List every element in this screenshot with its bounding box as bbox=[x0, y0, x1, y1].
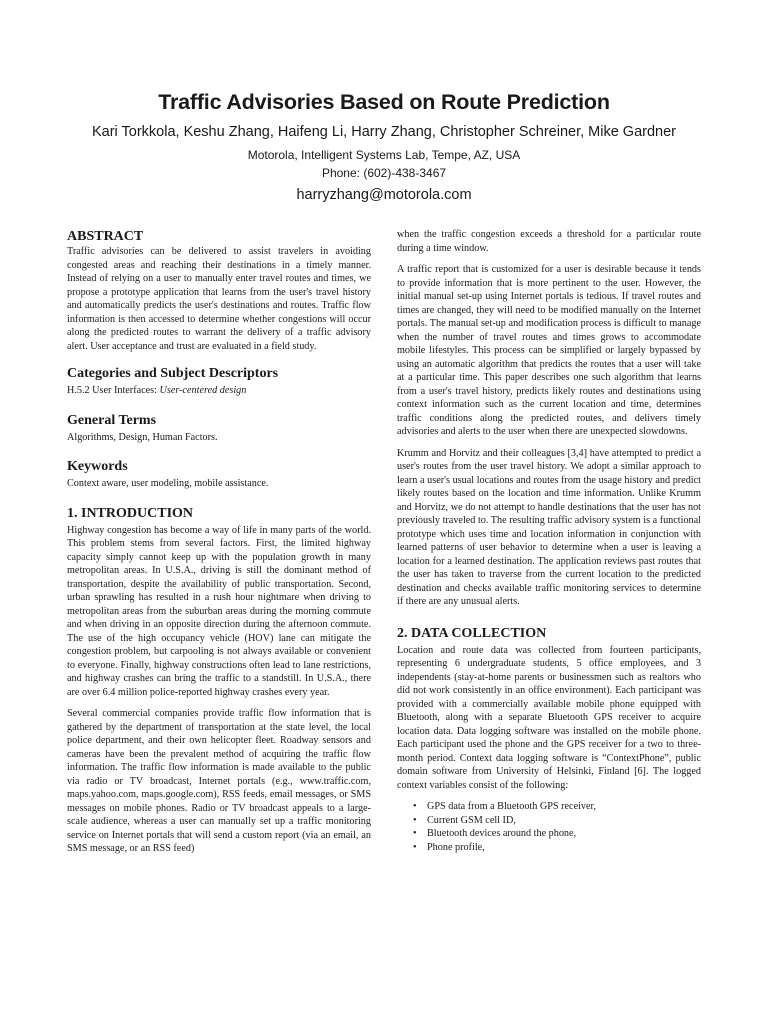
list-item: • Phone profile, bbox=[427, 841, 701, 855]
categories-prefix: H.5.2 User Interfaces: bbox=[67, 385, 160, 396]
keywords-heading: Keywords bbox=[67, 459, 128, 474]
introduction-paragraph-2: Several commercial companies provide traffic flow information that is gathered by the department of transportation at the state level, the local police department, and their own helicopter fleet. Roadway sensors and cameras have been the prevalent method of acquiring the traffic flow information. The traffic flow information is made available to the public via radio or TV broadcast, Internet portals (e.g., www.traffic.com, maps.yahoo.com, maps.google.com), RSS feeds, email messages, or SMS messages on mobile phones. Radio or TV broadcast appeals to a large-scale audience, whereas a user can manually set up a traffic monitoring service on Internet portals that will send a custom report (via an email, an SMS message, or an RSS feed) bbox=[67, 708, 371, 854]
categories-text bbox=[67, 384, 371, 398]
keywords-text: Context aware, user modeling, mobile assistance. bbox=[67, 478, 269, 489]
data-collection-heading: 2. DATA COLLECTION bbox=[397, 625, 547, 641]
abstract-heading: ABSTRACT bbox=[67, 229, 144, 244]
data-collection-paragraph: Location and route data was collected from fourteen participants, representing 6 undergraduate students, 5 office employees, and 3 independents (stay-at-home parents or businessmen such as realtors who did not work consistently in an office environment). Each participant was provided with a commercially available mobile phone equipped with Bluetooth, along with a separate Bluetooth GPS receiver to acquire location data. Data logging software was installed on the mobile phone. Each participant used the phone and the GPS receiver for a two to three-month period. Context data logging software is “ContextPhone”, public domain software from University of Helsinki, Finland [6]. The logged context variables consist of the following: bbox=[397, 644, 701, 791]
introduction-paragraph-1: Highway congestion has become a way of life in many parts of the world. This problem stems from several factors. First, the limited highway capacity simply cannot keep up with the population growth in many metropolitan areas. In U.S.A., driving is still the dominant method of transportation, despite the availability of public transportation. Second, urban sprawling has resulted in a rush hour nightmare when driving to metropolitan areas from the suburban areas during the morning commute and when driving in an opposite direction during the afternoon commute. The use of the high occupancy vehicle (HOV) lane can mitigate the congestion problem, but carpooling is not always available or convenient to everyone. Finally, highway constructions often lead to lane restrictions, and highway crashes can bring the traffic to a standstill. In U.S.A., there are over 6.4 million police-reported highway crashes every year. bbox=[67, 524, 371, 698]
phone-number: Phone: (602)-438-3467 bbox=[321, 166, 447, 180]
categories-italic: User-centered design bbox=[159, 385, 247, 396]
intro-paragraph-3: A traffic report that is customized for a user is desirable because it tends to provide information that is more pertinent to the user. However, the initial manual set-up using Internet portals is tedious. If travel routes and times are changed, they will need to be modified manually on the Internet portals. The manual set-up and modification process is difficult to manage when the number of travel routes and times grows to accommodate mobile lifestyles. This process can be simplified or largely bypassed by using an automatic algorithm that predicts the routes that a user will take at a particular time. This paper describes one such algorithm that learns from a user's travel history, predicts likely routes and destinations using context information such as the current location and time, determines traffic conditions along the predicted routes, and delivers timely advisories and alerts to the user when there are unexpected slowdowns. bbox=[397, 264, 701, 437]
left-column bbox=[67, 228, 371, 928]
general-terms-heading: General Terms bbox=[67, 412, 157, 428]
intro-continued-paragraph: when the traffic congestion exceeds a threshold for a particular route during a time window. bbox=[397, 229, 701, 254]
list-item: • Current GSM cell ID, bbox=[427, 814, 701, 828]
general-terms-text: Algorithms, Design, Human Factors. bbox=[67, 431, 218, 443]
context-variable-list bbox=[397, 800, 701, 854]
introduction-heading: 1. INTRODUCTION bbox=[67, 505, 194, 521]
author-list: Kari Torkkola, Keshu Zhang, Haifeng Li, Harry Zhang, Christopher Schreiner, Mike Gardner bbox=[91, 124, 677, 140]
categories-heading: Categories and Subject Descriptors bbox=[67, 366, 279, 381]
intro-paragraph-4: Krumm and Horvitz and their colleagues [3,4] have attempted to predict a user's routes from the user travel history. We adopt a similar approach to learn a user's usual locations and routes from the usage history and predict likely routes based on the location and time information. Unlike Krumm and Horvitz, we do not attempt to handle destinations that the user has not previously traveled to. The resulting traffic advisory system is a functional prototype which uses time and location information in conjunction with learned patterns of user behavior to determine when a user is leaving a location for a learned destination. The application reviews past routes that the user has taken to traverse from the current location to the predicted destination and checks available traffic monitoring services to determine if there are any unusual alerts. bbox=[397, 447, 701, 607]
paper-title: Traffic Advisories Based on Route Prediction bbox=[158, 90, 610, 114]
list-item: • GPS data from a Bluetooth GPS receiver, bbox=[427, 800, 701, 814]
right-column bbox=[397, 228, 701, 928]
list-item: • Bluetooth devices around the phone, bbox=[427, 827, 701, 841]
email-address: harryzhang@motorola.com bbox=[296, 187, 472, 203]
affiliation: Motorola, Intelligent Systems Lab, Tempe, AZ, USA bbox=[247, 148, 521, 162]
abstract-text: Traffic advisories can be delivered to assist travelers in avoiding congested areas and reaching their destinations in a timely manner. Instead of relying on a user to manually enter travel routes and times, we propose a prototype application that learns from the user's travel history and automatically predicts the user's destinations and routes. Traffic flow information is then accessed to determine whether congestions will occur along the predicted routes to warrant the delivery of a traffic advisory alert. User acceptance and trust are evaluated in a field study. bbox=[67, 246, 371, 352]
